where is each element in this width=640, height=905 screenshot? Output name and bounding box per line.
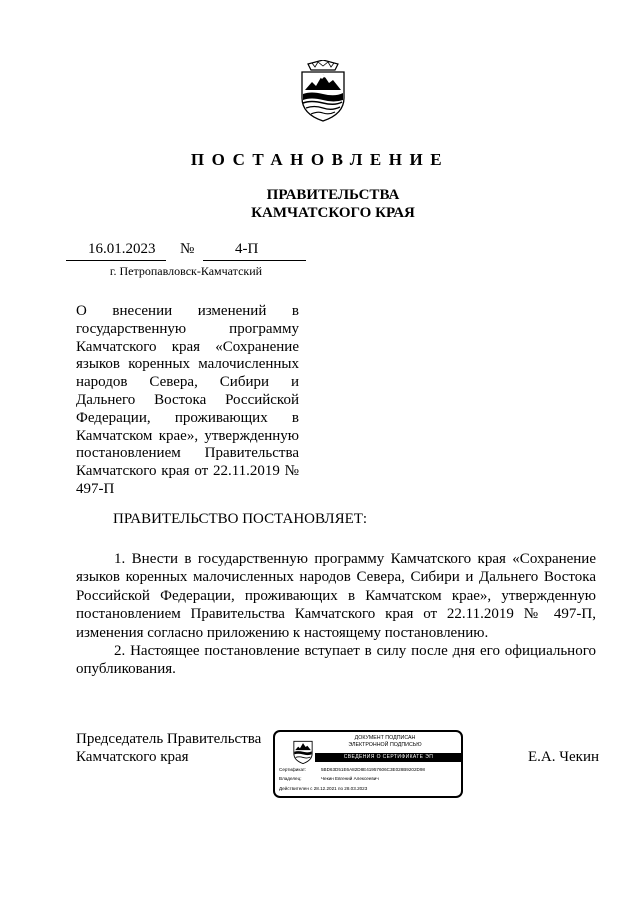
stamp-owner-value: Чекин Евгений Алексеевич [321, 776, 379, 781]
resolution-intro: ПРАВИТЕЛЬСТВО ПОСТАНОВЛЯЕТ: [113, 511, 368, 527]
kamchatka-coat-of-arms-icon [298, 60, 348, 122]
stamp-owner-label: Владелец: [279, 776, 302, 781]
stamp-title-line-2: ЭЛЕКТРОННОЙ ПОДПИСЬЮ [348, 742, 422, 748]
issuer-line-1: ПРАВИТЕЛЬСТВА [266, 187, 400, 203]
resolution-paragraph-1: 1. Внести в государственную программу Камчатского края «Сохранение языков коренных малочисленных народов Севера, Сибири и Дальнего Востока Российской Федерации, проживающих в Камчатском крае», утвержденную постановлением Правительства Камчатского края от 22.11.2019 № 497-П, изменения согласно приложению к настоящему постановлению. [76, 551, 596, 641]
stamp-validity: Действителен с 28.12.2021 по 28.03.2023 [279, 786, 368, 791]
document-number: 4-П [235, 241, 259, 257]
electronic-signature-stamp [273, 730, 463, 798]
stamp-owner-row [279, 776, 464, 781]
stamp-certificate-band: СВЕДЕНИЯ О СЕРТИФИКАТЕ ЭП [315, 753, 462, 762]
signer-name: Е.А. Чекин [528, 749, 599, 765]
document-subject: О внесении изменений в государственную программу Камчатского края «Сохранение языков коренных малочисленных народов Севера, Сибири и Дальнего Востока Российской Федерации, проживающих в Камчатском крае», утвержденную постановлением Правительства Камчатского края от 22.11.2019 № 497-П [76, 303, 299, 497]
document-type-title: ПОСТАНОВЛЕНИЕ [190, 150, 450, 169]
date-underline [66, 260, 166, 261]
issuer-line-2: КАМЧАТСКОГО КРАЯ [251, 205, 415, 221]
signer-position-line-1: Председатель Правительства [76, 731, 262, 747]
kamchatka-coat-of-arms-icon [292, 737, 314, 764]
stamp-title-line-1: ДОКУМЕНТ ПОДПИСАН [354, 735, 416, 741]
document-date: 16.01.2023 [88, 241, 156, 257]
city-label: г. Петропавловск-Камчатский [109, 264, 263, 278]
stamp-certificate-row [279, 767, 464, 772]
number-sign: № [180, 241, 195, 257]
stamp-certificate-label: Сертификат: [279, 767, 307, 772]
resolution-paragraph-2: 2. Настоящее постановление вступает в силу после дня его официального опубликования. [76, 643, 596, 678]
signer-position-line-2: Камчатского края [76, 749, 189, 765]
stamp-certificate-value: 5BD63D51E6A82D8E41957606C3E028B9202D98 [321, 767, 425, 772]
number-underline [203, 260, 306, 261]
